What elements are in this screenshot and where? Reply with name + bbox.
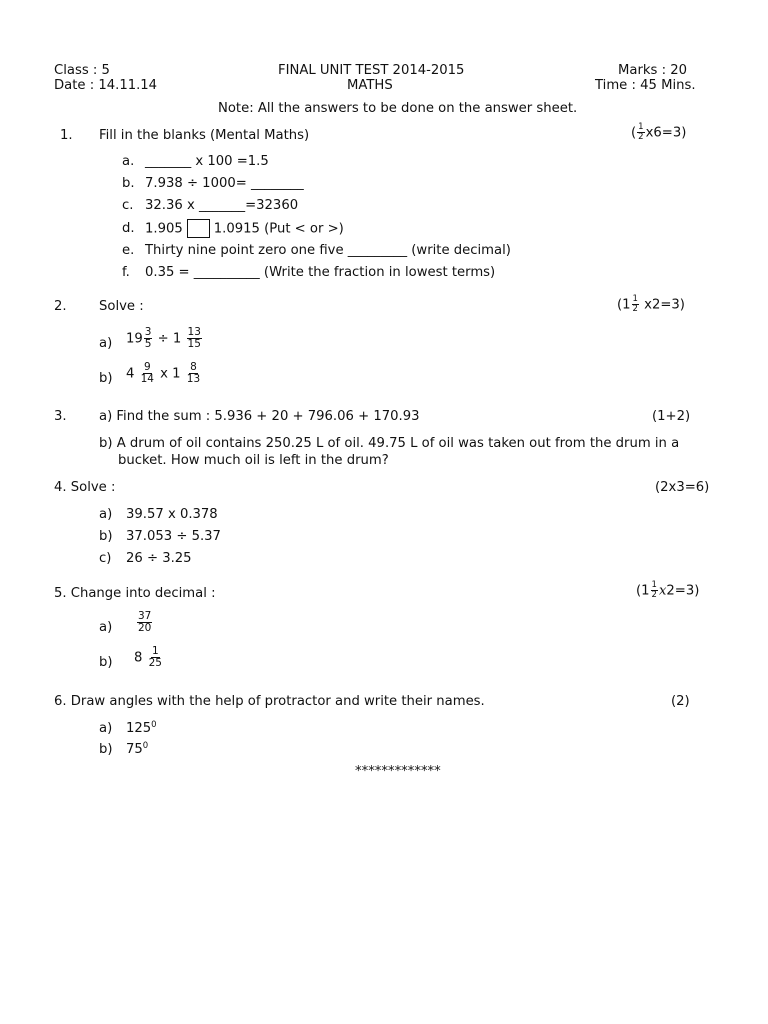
q6a-angle: $125^0$ — [126, 720, 157, 736]
q1c-text: 32.36 x _______=32360 — [145, 198, 299, 213]
answer-box — [187, 219, 210, 238]
q1c-letter: c. — [122, 198, 134, 213]
marks-label: Marks : 20 — [618, 63, 687, 78]
q3b-line1: b) A drum of oil contains 250.25 L of oil. 49.75 L of oil was taken out from the drum in a — [99, 436, 680, 451]
end-stars: ************* — [355, 764, 441, 779]
time-label: Time : 45 Mins. — [595, 78, 696, 93]
q5b-letter: b) — [99, 655, 113, 670]
q1f-letter: f. — [122, 265, 130, 280]
date-label: Date : 14.11.14 — [54, 78, 158, 93]
q6a-letter: a) — [99, 721, 113, 736]
q1e-letter: e. — [122, 243, 135, 258]
q3a-text: a) Find the sum : 5.936 + 20 + 796.06 + 170.93 — [99, 409, 420, 424]
q4a-letter: a) — [99, 507, 113, 522]
q4c-letter: c) — [99, 551, 112, 566]
q4c-text: 26 ÷ 3.25 — [126, 551, 192, 566]
q3-marks: (1+2) — [652, 409, 691, 424]
q5a-fraction: $\frac{37}{20}$ — [138, 610, 152, 635]
q1-number: 1. — [60, 128, 73, 143]
q5a-letter: a) — [99, 620, 113, 635]
q1-marks: ( $\frac{1}{2}$ x6=3) — [631, 122, 687, 142]
q5-title: 5. Change into decimal : — [54, 586, 216, 601]
q2-marks: (1 $\frac{1}{2}$ x2=3) — [617, 294, 685, 314]
q1f-text: 0.35 = __________ (Write the fraction in lowest terms) — [145, 265, 496, 280]
q4b-letter: b) — [99, 529, 113, 544]
q1a-letter: a. — [122, 154, 135, 169]
note: Note: All the answers to be done on the answer sheet. — [218, 101, 578, 116]
q3b-line2: bucket. How much oil is left in the drum? — [118, 453, 389, 468]
q4-marks: (2x3=6) — [655, 480, 710, 495]
q6b-angle: $75^0$ — [126, 741, 149, 757]
q1a-text: _______ x 100 =1.5 — [145, 154, 269, 169]
q6-marks: (2) — [671, 694, 690, 709]
class-label: Class : 5 — [54, 63, 110, 78]
q1d-letter: d. — [122, 221, 135, 236]
q6b-letter: b) — [99, 742, 113, 757]
q2a-expression: 19 $\frac{3}{5}$ ÷ 1 $\frac{13}{15}$ — [126, 326, 201, 351]
q4a-text: 39.57 x 0.378 — [126, 507, 218, 522]
q4b-text: 37.053 ÷ 5.37 — [126, 529, 221, 544]
test-title: FINAL UNIT TEST 2014-2015 — [278, 63, 465, 78]
q4-title: 4. Solve : — [54, 480, 116, 495]
q6-title: 6. Draw angles with the help of protractor and write their names. — [54, 694, 485, 709]
q2b-letter: b) — [99, 371, 113, 386]
q5-marks: (1 $\frac{1}{2}$ x2=3) — [636, 580, 700, 600]
q1d-text: 1.905 1.0915 (Put < or >) — [145, 219, 344, 238]
q5b-expression: 8 $\frac{1}{25}$ — [134, 645, 162, 670]
q1-title: Fill in the blanks (Mental Maths) — [99, 128, 310, 143]
subject-title: MATHS — [347, 78, 393, 93]
q2a-letter: a) — [99, 336, 113, 351]
q1b-text: 7.938 ÷ 1000= ________ — [145, 176, 304, 191]
q1b-letter: b. — [122, 176, 135, 191]
q2b-expression: 4 $\frac{9}{14}$ x 1 $\frac{8}{13}$ — [126, 361, 201, 386]
q2-number: 2. — [54, 299, 67, 314]
q1e-text: Thirty nine point zero one five _________ (write decimal) — [145, 243, 511, 258]
q3-number: 3. — [54, 409, 67, 424]
q2-title: Solve : — [99, 299, 144, 314]
